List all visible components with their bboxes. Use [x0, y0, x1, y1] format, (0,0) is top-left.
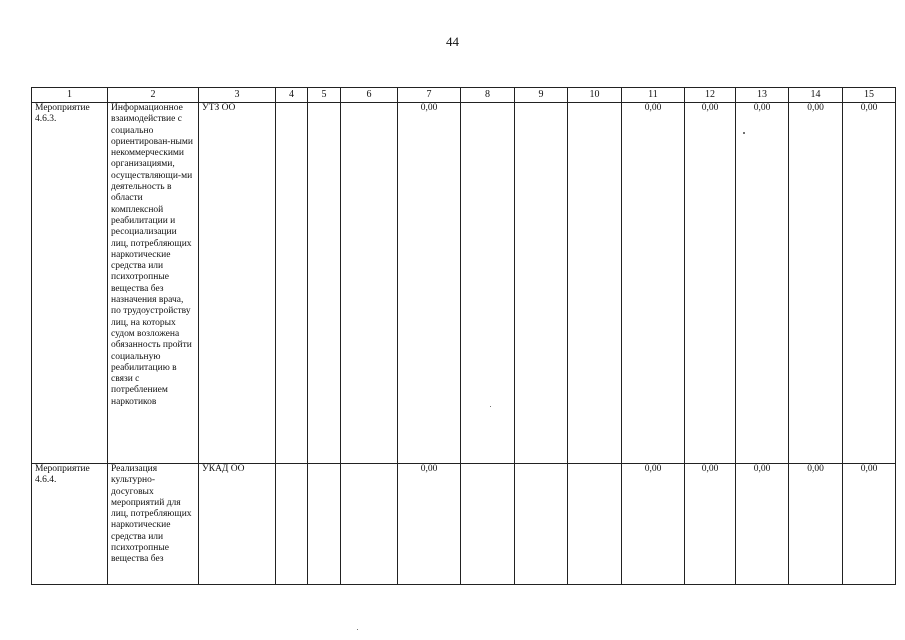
column-header: 15: [843, 88, 896, 103]
value-cell: 0,00: [685, 464, 736, 585]
column-header: 8: [461, 88, 515, 103]
table-cell: [276, 103, 308, 464]
table-cell: [515, 464, 568, 585]
measure-executor: УТЗ ОО: [199, 103, 276, 464]
table-cell: [276, 464, 308, 585]
scan-speck: [490, 406, 491, 407]
column-header: 13: [736, 88, 789, 103]
table-cell: [568, 464, 622, 585]
measure-code: Мероприятие 4.6.4.: [32, 464, 108, 585]
value-cell: 0,00: [398, 103, 461, 464]
measure-name: Информационное взаимодействие с социально ориентирован-ными некоммерческими организациями, осуществляющи-ми деятельность в области комплексной реабилитации и ресоциализации лиц, потребляющих наркотические средства или психотропные вещества без назначения врача, по трудоустройству лиц, на которых судом возложена обязанность пройти социальную реабилитацию в связи с потреблением наркотиков: [108, 103, 199, 464]
table-cell: [341, 464, 398, 585]
value-cell: 0,00: [685, 103, 736, 464]
table-cell: [461, 464, 515, 585]
value-cell: 0,00: [789, 464, 843, 585]
value-cell: 0,00: [622, 103, 685, 464]
table-cell: [515, 103, 568, 464]
table-row: [32, 103, 896, 464]
measure-code: Мероприятие 4.6.3.: [32, 103, 108, 464]
measure-executor: УКАД ОО: [199, 464, 276, 585]
table-cell: [461, 103, 515, 464]
value-cell: 0,00: [736, 103, 789, 464]
column-header: 6: [341, 88, 398, 103]
column-header: 1: [32, 88, 108, 103]
value-cell: 0,00: [622, 464, 685, 585]
column-header: 10: [568, 88, 622, 103]
value-cell: 0,00: [789, 103, 843, 464]
measure-name: Реализация культурно-досуговых мероприятий для лиц, потребляющих наркотические средства или психотропные вещества без: [108, 464, 199, 585]
header-row: [32, 88, 896, 103]
column-header: 4: [276, 88, 308, 103]
column-header: 9: [515, 88, 568, 103]
value-cell: 0,00: [736, 464, 789, 585]
column-header: 7: [398, 88, 461, 103]
table-cell: [568, 103, 622, 464]
table-cell: [308, 103, 341, 464]
value-cell: 0,00: [398, 464, 461, 585]
page-number: 44: [446, 34, 459, 49]
table-cell: [341, 103, 398, 464]
column-header: 14: [789, 88, 843, 103]
column-header: 3: [199, 88, 276, 103]
scan-speck: [743, 132, 745, 134]
value-cell: 0,00: [843, 103, 896, 464]
table-cell: [308, 464, 341, 585]
table-row: [32, 464, 896, 585]
measures-table: [31, 87, 896, 585]
column-header: 11: [622, 88, 685, 103]
value-cell: 0,00: [843, 464, 896, 585]
column-header: 2: [108, 88, 199, 103]
column-header: 5: [308, 88, 341, 103]
scan-speck: [357, 629, 358, 630]
column-header: 12: [685, 88, 736, 103]
